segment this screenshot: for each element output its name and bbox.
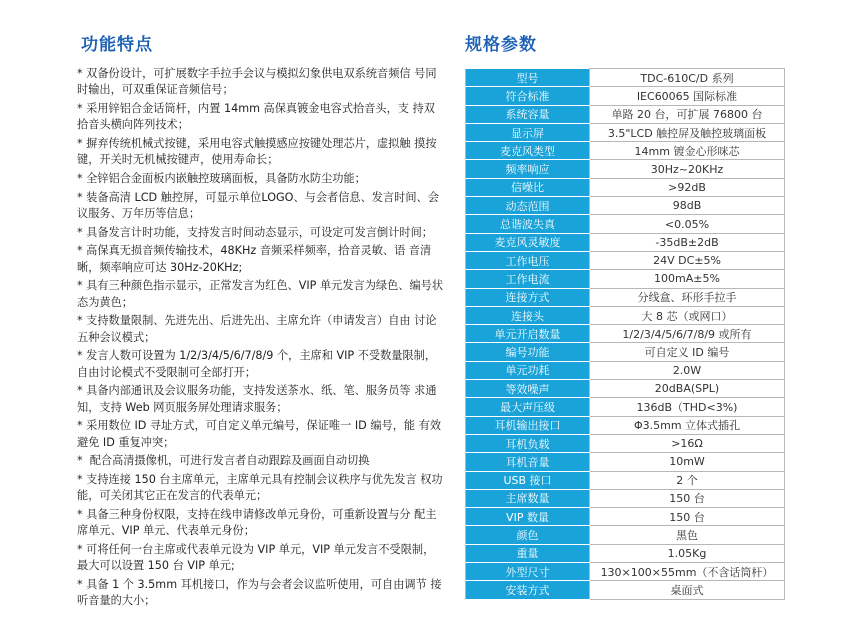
specifications-title: 规格参数 (465, 35, 537, 55)
spec-row (466, 416, 785, 434)
spec-value: 130×100×55mm（不含话筒杆） (590, 563, 785, 581)
spec-value: 桌面式 (590, 581, 785, 599)
spec-row (466, 197, 785, 215)
feature-item: * 全锌铝合金面板内嵌触控玻璃面板，具备防水防尘功能； (77, 171, 366, 185)
spec-label: 外型尺寸 (466, 563, 590, 581)
feature-item: * 可将任何一台主席或代表单元设为 VIP 单元，VIP 单元发言不受限制，最大可以设置 150 台 VIP 单元; (77, 542, 435, 573)
spec-row (466, 178, 785, 196)
feature-item: * 发言人数可设置为 1/2/3/4/5/6/7/8/9 个，主席和 VIP 不受数量限制，自由讨论模式不受限制可全部打开； (77, 349, 437, 379)
spec-label: 系统容量 (466, 105, 590, 123)
spec-value: 150 台 (590, 489, 785, 507)
spec-row (466, 453, 785, 471)
spec-label: 最大声压级 (466, 398, 590, 416)
specifications-table (465, 68, 785, 600)
feature-item: * 具备 1 个 3.5mm 耳机接口，作为与会者会议监听使用，可自由调节 接听音量的大小； (77, 577, 442, 608)
spec-label: 信噪比 (466, 178, 590, 196)
spec-label: 频率响应 (466, 160, 590, 178)
spec-row (466, 87, 785, 105)
spec-row (466, 489, 785, 507)
feature-item: * 采用锌铝合金话筒杆，内置 14mm 高保真镀金电容式拾音头，支 持双拾音头横向阵列技术； (77, 101, 435, 132)
spec-value: 大 8 芯（或网口） (590, 306, 785, 324)
feature-item: * 双备份设计，可扩展数字手拉手会议与模拟幻象供电双系统音频信 号同时输出，可双重保证音频信号； (77, 67, 437, 97)
spec-row (466, 398, 785, 416)
feature-item: * 配合高清摄像机，可进行发言者自动跟踪及画面自动切换 (77, 454, 370, 468)
spec-value: 150 台 (590, 508, 785, 526)
spec-value: >16Ω (590, 434, 785, 452)
spec-row (466, 361, 785, 379)
spec-value: 1/2/3/4/5/6/7/8/9 或所有 (590, 325, 785, 343)
feature-item: * 采用数位 ID 寻址方式，可自定义单元编号，保证唯一 ID 编号，能 有效避免 ID 重复冲突； (77, 419, 442, 449)
spec-row (466, 142, 785, 160)
spec-label: 耳机负载 (466, 434, 590, 452)
spec-label: 型号 (466, 69, 590, 87)
spec-label: 麦克风灵敏度 (466, 233, 590, 251)
spec-value: >92dB (590, 178, 785, 196)
spec-label: 工作电压 (466, 251, 590, 269)
spec-value: 30Hz~20KHz (590, 160, 785, 178)
spec-label: 动态范围 (466, 197, 590, 215)
spec-value: 2 个 (590, 471, 785, 489)
feature-item: * 具备发言计时功能，支持发言时间动态显示，可设定可发言倒计时间； (77, 225, 433, 239)
spec-value: Φ3.5mm 立体式插孔 (590, 416, 785, 434)
spec-row (466, 380, 785, 398)
spec-label: 显示屏 (466, 123, 590, 141)
spec-value: 24V DC±5% (590, 251, 785, 269)
spec-value: IEC60065 国际标准 (590, 87, 785, 105)
spec-row (466, 288, 785, 306)
feature-item: * 支持数量限制、先进先出、后进先出、主席允许（申请发言）自由 讨论五种会议模式； (77, 314, 437, 344)
spec-label: 耳机音量 (466, 453, 590, 471)
spec-label: USB 接口 (466, 471, 590, 489)
spec-label: 总谐波失真 (466, 215, 590, 233)
spec-value: TDC-610C/D 系列 (590, 69, 785, 87)
feature-list (77, 66, 445, 612)
feature-item: * 支持连接 150 台主席单元，主席单元具有控制会议秩序与优先发言 权功能，可关闭其它正在发言的代表单元； (77, 472, 443, 503)
spec-label: 工作电流 (466, 270, 590, 288)
feature-item: * 具备三种身份权限，支持在线申请修改单元身份，可重新设置与分 配主席单元、VIP 单元、代表单元身份； (77, 507, 437, 538)
spec-row (466, 251, 785, 269)
spec-label: 重量 (466, 544, 590, 562)
spec-value: <0.05% (590, 215, 785, 233)
spec-value: 分线盒、环形手拉手 (590, 288, 785, 306)
spec-label: 等效噪声 (466, 380, 590, 398)
spec-label: 单元功耗 (466, 361, 590, 379)
spec-row (466, 581, 785, 599)
spec-value: 2.0W (590, 361, 785, 379)
spec-row (466, 270, 785, 288)
spec-row (466, 563, 785, 581)
spec-value: 可自定义 ID 编号 (590, 343, 785, 361)
spec-value: 136dB（THD<3%) (590, 398, 785, 416)
spec-row (466, 105, 785, 123)
spec-label: 耳机输出接口 (466, 416, 590, 434)
feature-item: * 具备内部通讯及会议服务功能，支持发送茶水、纸、笔、服务员等 求通知，支持 Web 网页服务屏处理请求服务； (77, 384, 437, 414)
spec-row (466, 160, 785, 178)
spec-value: 20dBA(SPL) (590, 380, 785, 398)
spec-row (466, 544, 785, 562)
spec-row (466, 325, 785, 343)
spec-label: 连接方式 (466, 288, 590, 306)
spec-value: 100mA±5% (590, 270, 785, 288)
spec-value: 3.5"LCD 触控屏及触控玻璃面板 (590, 123, 785, 141)
feature-item: * 具有三种颜色指示显示，正常发言为红色、VIP 单元发言为绿色、编号状态为黄色； (77, 279, 444, 309)
spec-value: 单路 20 台，可扩展 76800 台 (590, 105, 785, 123)
spec-row (466, 471, 785, 489)
spec-value: -35dB±2dB (590, 233, 785, 251)
spec-row (466, 123, 785, 141)
spec-value: 98dB (590, 197, 785, 215)
spec-row (466, 508, 785, 526)
spec-row (466, 69, 785, 87)
spec-value: 黑色 (590, 526, 785, 544)
feature-item: * 装备高清 LCD 触控屏，可显示单位LOGO、与会者信息、发言时间、会议服务、万年历等信息； (77, 190, 439, 220)
spec-row (466, 343, 785, 361)
spec-value: 14mm 镀金心形咪芯 (590, 142, 785, 160)
spec-row (466, 233, 785, 251)
spec-row (466, 215, 785, 233)
features-title: 功能特点 (81, 35, 153, 55)
spec-row (466, 526, 785, 544)
spec-row (466, 434, 785, 452)
spec-label: 主席数量 (466, 489, 590, 507)
feature-item: * 摒弃传统机械式按键，采用电容式触摸感应按键处理芯片，虚拟触 摸按键，开关时无机械按键声，使用寿命长； (77, 136, 437, 167)
spec-label: 编号功能 (466, 343, 590, 361)
spec-label: 符合标准 (466, 87, 590, 105)
spec-label: 安装方式 (466, 581, 590, 599)
spec-label: 连接头 (466, 306, 590, 324)
spec-label: 麦克风类型 (466, 142, 590, 160)
spec-value: 10mW (590, 453, 785, 471)
spec-label: 单元开启数量 (466, 325, 590, 343)
spec-label: VIP 数量 (466, 508, 590, 526)
feature-item: * 高保真无损音频传输技术，48KHz 音频采样频率，拾音灵敏、语 音清晰，频率响应可达 30Hz-20KHz; (77, 244, 432, 274)
spec-row (466, 306, 785, 324)
spec-label: 颜色 (466, 526, 590, 544)
spec-value: 1.05Kg (590, 544, 785, 562)
